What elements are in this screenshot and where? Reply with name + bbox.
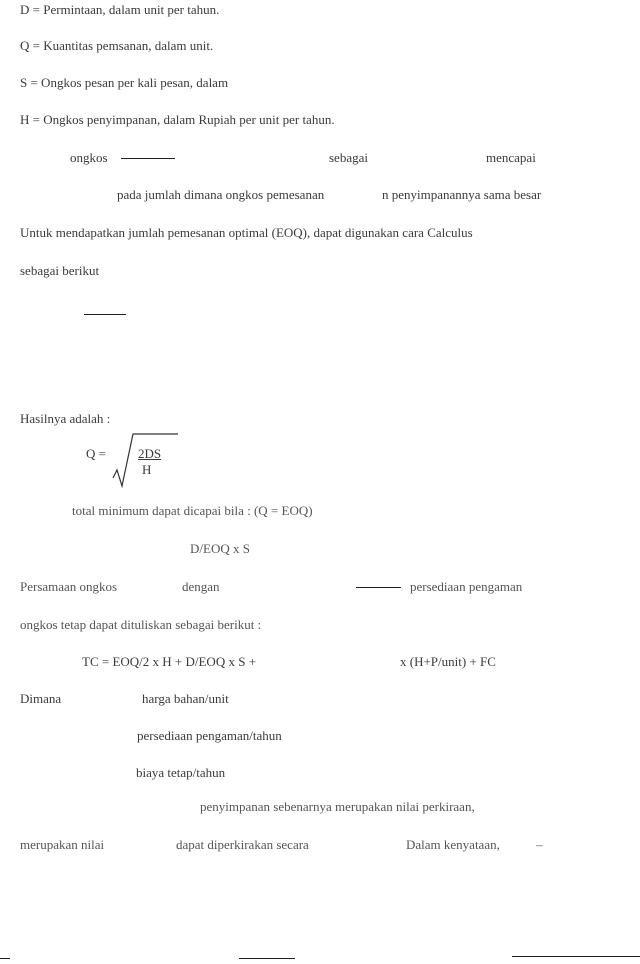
formula-part: D/EOQ x S — [190, 541, 250, 556]
pers-line2: ongkos tetap dapat dituliskan sebagai berikut : — [20, 617, 262, 632]
dimana-item-persediaan: persediaan pengaman/tahun — [137, 728, 282, 743]
bottom-rule — [239, 958, 295, 959]
tc-formula-end: x (H+P/unit) + FC — [400, 654, 496, 669]
definition-s: S = Ongkos pesan per kali pesan, dalam — [20, 75, 229, 90]
definition-h: H = Ongkos penyimpanan, dalam Rupiah per unit per tahun. — [20, 112, 335, 127]
closing-part-a: merupakan nilai — [20, 837, 105, 852]
q-equals: Q = — [86, 446, 106, 461]
min-condition: total minimum dapat dicapai bila : (Q = EOQ) — [72, 503, 313, 518]
fraction-numerator: 2DS — [138, 446, 162, 461]
tc-formula: TC = EOQ/2 x H + D/EOQ x S + — [82, 654, 257, 669]
para1-word-ongkos: ongkos — [70, 150, 108, 165]
pers-part1: Persamaan ongkos — [20, 579, 118, 594]
para1-line4: sebagai berikut — [20, 263, 100, 278]
pers-part3: persediaan pengaman — [410, 579, 523, 594]
closing-part-d: – — [536, 837, 543, 852]
para1-word-sebagai: sebagai — [329, 150, 368, 165]
definition-d: D = Permintaan, dalam unit per tahun. — [20, 2, 220, 17]
dimana-label: Dimana — [20, 691, 62, 706]
bottom-rule — [0, 958, 10, 959]
result-label: Hasilnya adalah : — [20, 411, 111, 426]
closing-line1: penyimpanan sebenarnya merupakan nilai perkiraan, — [200, 799, 475, 814]
dimana-item-harga: harga bahan/unit — [142, 691, 229, 706]
definition-q: Q = Kuantitas pemsanan, dalam unit. — [20, 38, 214, 53]
fraction-denominator: H — [142, 462, 152, 477]
closing-part-b: dapat diperkirakan secara — [176, 837, 309, 852]
para1-word-mencapai: mencapai — [486, 150, 536, 165]
closing-part-c: Dalam kenyataan, — [406, 837, 500, 852]
blank-line — [356, 587, 401, 588]
pers-part2: dengan — [182, 579, 220, 594]
para1-line2b: n penyimpanannya sama besar — [382, 187, 542, 202]
para1-line3: Untuk mendapatkan jumlah pemesanan optimal (EOQ), dapat digunakan cara Calculus — [20, 225, 473, 240]
para1-line2: pada jumlah dimana ongkos pemesanan — [117, 187, 325, 202]
dimana-item-biaya: biaya tetap/tahun — [136, 765, 226, 780]
bottom-rule — [512, 956, 640, 957]
